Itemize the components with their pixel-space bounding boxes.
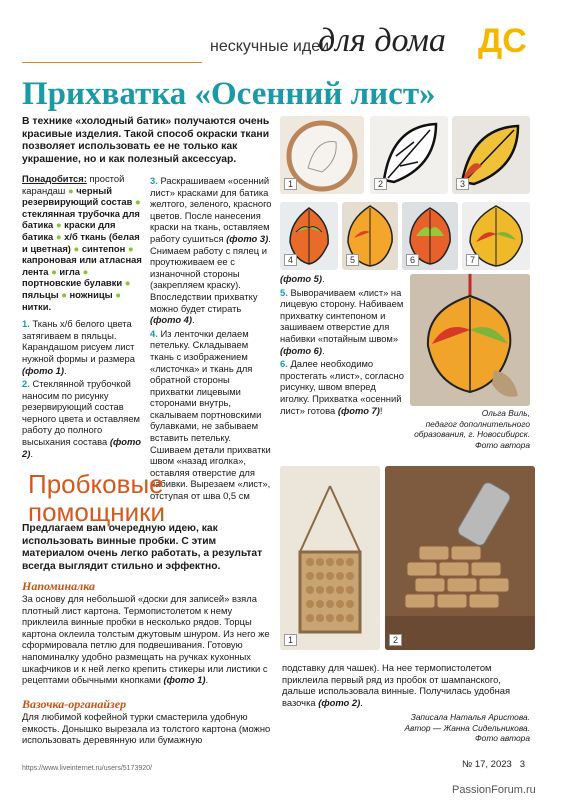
- photo-number: 3: [456, 178, 469, 190]
- material-item: пяльцы: [22, 288, 59, 300]
- photo-number: 4: [284, 254, 297, 266]
- header-divider: [22, 62, 202, 63]
- photo-1-embroidery-hoop: [280, 116, 364, 194]
- photo-2-resist-outline: [370, 116, 448, 194]
- organizer-body-continued: подставку для чашек). На нее термопистолетом приклеила первый ряд из пробок от шампанского, дальше использовала винные. Получилась удобная вазочка (фото 2).: [282, 662, 511, 708]
- material-item: капроновая или атласная лента: [22, 254, 142, 277]
- photo-number: 5: [346, 254, 359, 266]
- material-item: черный резервирующий состав: [22, 184, 133, 208]
- material-item: простой карандаш: [22, 173, 125, 196]
- subheading-reminder: Напоминалка: [22, 579, 96, 593]
- article1-lead: В технике «холодный батик» получаются очень красивые изделия. Такой способ окраски ткани позволяет использовать ее не только как украшение, но и как полезный аксессуар.: [22, 116, 270, 165]
- photo-number: 1: [284, 178, 297, 190]
- photo-7-finished-leaf: [462, 202, 530, 270]
- article1-title: Прихватка «Осенний лист»: [22, 76, 436, 112]
- photo-3-painting: [452, 116, 530, 194]
- section-kicker: нескучные идеи: [210, 38, 330, 55]
- material-item: игла: [59, 265, 81, 277]
- material-item: краски для батика: [22, 219, 116, 242]
- photo-6-stuffed-leaf: [402, 202, 458, 270]
- source-url: https://www.liveinternet.ru/users/5173920/: [22, 765, 152, 772]
- article1-column-3: [280, 273, 406, 418]
- organizer-body: Для любимой кофейной турки смастерила удобную емкость. Донышко вырезала из толстого картона (можно использовать деревянную или бумажную: [22, 711, 271, 746]
- materials-list: Понадобится: простой карандаш ● черный резервирующий состав ● стеклянная трубочка для батика ● краски для батика ● х/б ткань (белая и цветная) ● синтепон ● капроновая или атласная лента ● игла ● портновские булавки ● пяльцы ● ножницы ● нитки.: [22, 173, 142, 312]
- reminder-body: За основу для небольшой «доски для записей» взяла плотный лист картона. Термопистолетом к нему приклеила винные пробки в несколько рядов. Торцы картона оклеила толстым джутовым шнуром. Из него же сформировала петлю для подвешивания. Готовую напоминалку удобно размещать на ручках кухонных шкафчиков и к ней легко крепить стикеры или листики с рецептами обычными кнопками (фото 1).: [22, 593, 270, 686]
- material-item: нитки.: [22, 300, 52, 312]
- photo-number: 1: [284, 634, 297, 646]
- article2-author: Записала Наталья Аристова. Автор — Жанна Сидельникова. Фото автора: [404, 712, 530, 744]
- subheading-organizer: Вазочка-органайзер: [22, 697, 127, 711]
- material-item: стеклянная трубочка для батика: [22, 207, 140, 231]
- materials-label: Понадобится:: [22, 173, 87, 184]
- photo-cork-board: [280, 466, 380, 650]
- photo-number: 2: [389, 634, 402, 646]
- material-item: синтепон: [81, 242, 126, 254]
- step-4: 4. Из ленточки делаем петельку. Складываем ткань с изображением «листочка» и ткань для обратной стороны прихватки лицевыми сторонами внутрь, скалываем портновскими булавками, не забываем вставить петельку. Сшиваем детали прихватки швом «назад иголка», оставляя отверстие для набивки. Вырезаем «лист», отступая от шва 0,5 см: [150, 327, 271, 502]
- photo-5-sewn-leaf: [342, 202, 398, 270]
- material-item: х/б ткань (белая и цветная): [22, 230, 140, 254]
- step-2: 2. Стеклянной трубочкой наносим по рисунку резервирующий состав черного цвета и оставляем работу до полного высыхания состава (фото 2).: [22, 378, 141, 459]
- article2-title: Пробковые помощники: [28, 469, 166, 527]
- article1-column-1: [22, 173, 144, 461]
- photo-finished-potholder: [410, 274, 530, 406]
- article1-author: Ольга Виль, педагог дополнительного образования, г. Новосибирск. Фото автора: [414, 408, 530, 450]
- issue-and-page: № 17, 2023 3: [462, 759, 526, 770]
- photo-4-painted-leaf: [280, 202, 338, 270]
- step-1: 1. Ткань х/б белого цвета затягиваем в пяльцы. Карандашом рисуем лист нужной формы и размера (фото 1).: [22, 318, 135, 376]
- step-4-continued: (фото 5).: [280, 273, 325, 284]
- photo-cork-vase: [385, 466, 535, 650]
- step-3: 3. Раскрашиваем «осенний лист» красками для батика желтого, зеленого, красного цветов. После нанесения краски на ткань, оставляем работу сушиться (фото 3). Снимаем работу с пялец и проутюживаем ее с изнаночной стороны (закрепляем краску). Впоследствии прихватку можно будет стирать (фото 4).: [150, 175, 272, 326]
- section-title: для дома: [318, 22, 446, 59]
- article1-column-2: [150, 175, 272, 504]
- article2-lead: Предлагаем вам очередную идею, как использовать винные пробки. С этим материалом очень легко работать, а результат всегда выглядит стильно и эффектно.: [22, 523, 263, 572]
- magazine-logo: ДС: [478, 22, 527, 60]
- step-6: 6. Далее необходимо простегать «лист», согласно рисунку, швом вперед иголку. Прихватка «осенний лист» готова (фото 7)!: [280, 358, 404, 416]
- photo-number: 7: [466, 254, 479, 266]
- photo-number: 2: [374, 178, 387, 190]
- material-item: ножницы: [69, 288, 113, 300]
- photo-number: 6: [406, 254, 419, 266]
- step-5: 5. Выворачиваем «лист» на лицевую сторону. Набиваем прихватку синтепоном и зашиваем отверстие для набивки «потайным швом» (фото 6).: [280, 286, 404, 356]
- watermark: PassionForum.ru: [452, 784, 536, 796]
- material-item: портновские булавки: [22, 277, 123, 289]
